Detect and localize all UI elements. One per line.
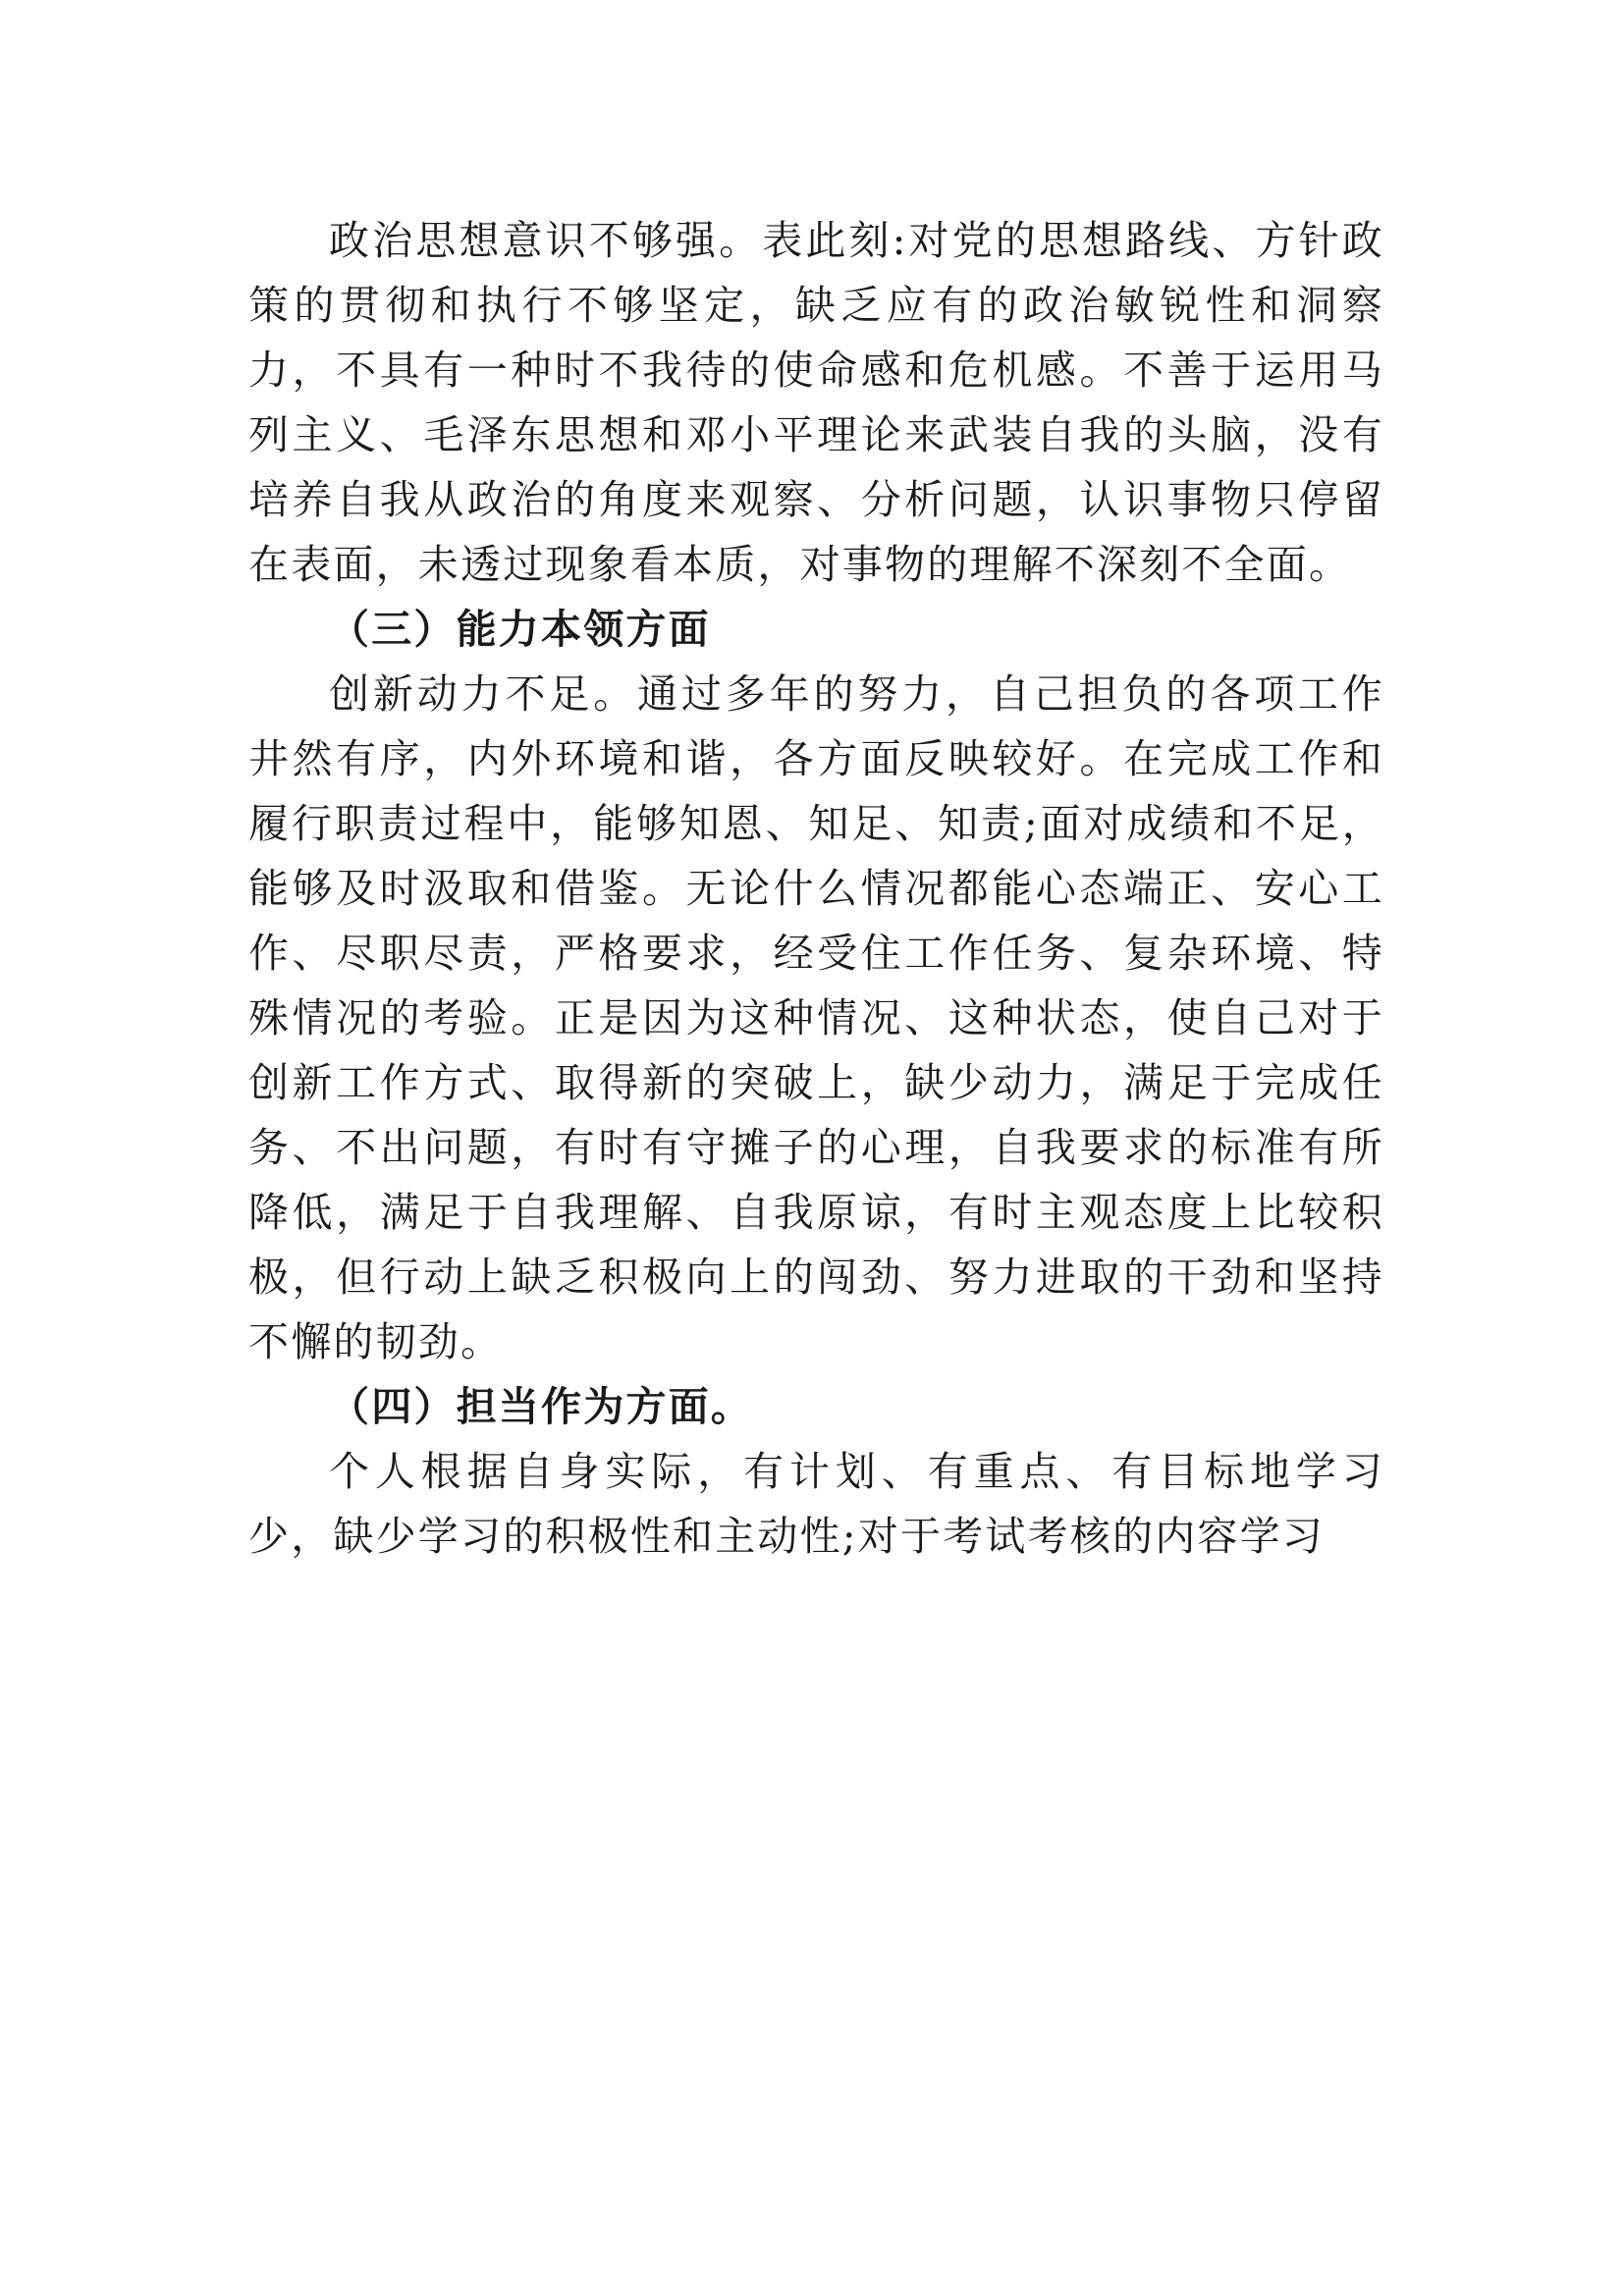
section-heading-responsibility: （四）担当作为方面。 — [329, 1383, 753, 1430]
section-heading-ability: （三）能力本领方面 — [329, 606, 711, 653]
document-page — [248, 208, 1384, 1569]
paragraph-innovation: 创新动力不足。通过多年的努力，自己担负的各项工作井然有序，内外环境和谐，各方面反映较好。在完成工作和履行职责过程中，能够知恩、知足、知责;面对成绩和不足，能够及时汲取和借鉴。无论什么情况都能心态端正、安心工作、尽职尽责，严格要求，经受住工作任务、复杂环境、特殊情况的考验。正是因为这种情况、这种状态，使自己对于创新工作方式、取得新的突破上，缺少动力，满足于完成任务、不出问题，有时有守摊子的心理，自我要求的标准有所降低，满足于自我理解、自我原谅，有时主观态度上比较积极，但行动上缺乏积极向上的闯劲、努力进取的干劲和坚持不懈的韧劲。 — [248, 670, 1384, 1365]
paragraph-political-awareness: 政治思想意识不够强。表此刻:对党的思想路线、方针政策的贯彻和执行不够坚定，缺乏应有的政治敏锐性和洞察力，不具有一种时不我待的使命感和危机感。不善于运用马列主义、毛泽东思想和邓小平理论来武装自我的头脑，没有培养自我从政治的角度来观察、分析问题，认识事物只停留在表面，未透过现象看本质，对事物的理解不深刻不全面。 — [248, 217, 1384, 588]
paragraph-study: 个人根据自身实际，有计划、有重点、有目标地学习少，缺少学习的积极性和主动性;对于考试考核的内容学习 — [248, 1448, 1384, 1560]
